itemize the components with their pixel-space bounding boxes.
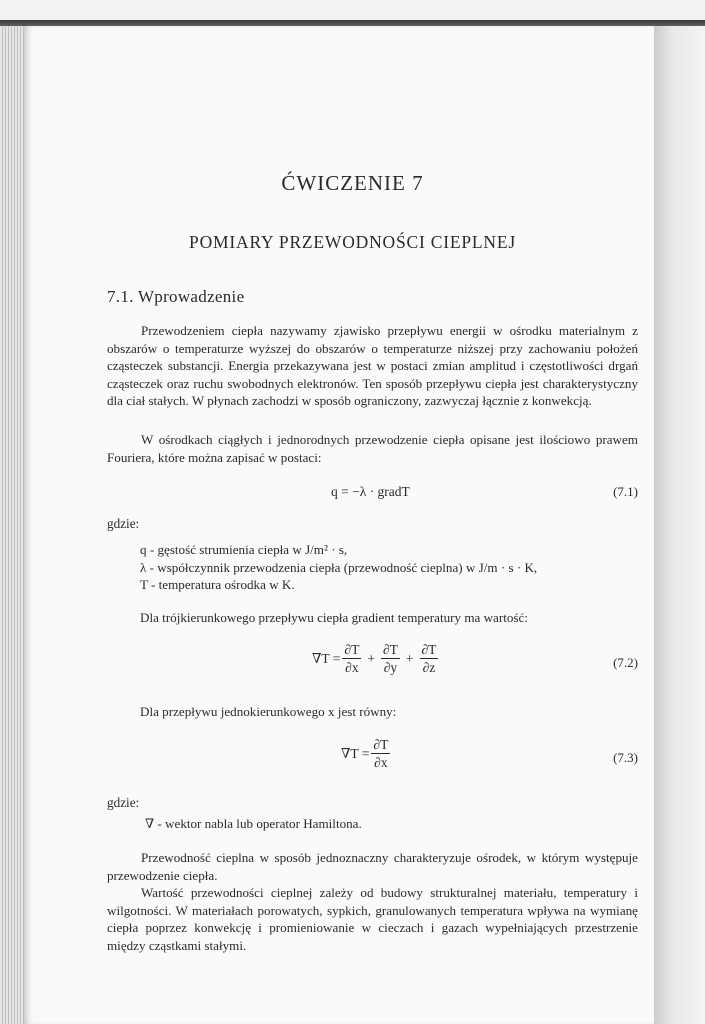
fraction-dT-dy: $\frac{\partial T}{\partial y}$ (382, 642, 398, 675)
equation-7-2-body (312, 642, 440, 675)
paragraph-gradient: Dla trójkierunkowego przepływu ciepła gradient temperatury ma wartość: (140, 610, 528, 625)
paragraph-fourier (107, 431, 638, 466)
equation-7-1 (107, 484, 638, 504)
paragraph-intro (107, 322, 638, 410)
paragraph-conductivity-text: Przewodność cieplna w sposób jednoznaczny charakteryzuje ośrodek, w którym występuje przewodzenie ciepła. (107, 850, 638, 883)
equation-7-3 (107, 737, 638, 781)
plus-sign: + (405, 650, 414, 666)
section-heading: 7.1. Wprowadzenie (107, 287, 245, 306)
chapter-title: POMIARY PRZEWODNOŚCI CIEPLNEJ (189, 232, 516, 252)
paragraph-unidirectional: Dla przepływu jednokierunkowego x jest równy: (140, 704, 397, 719)
definition-q: q - gęstość strumienia ciepła w J/m² · s, (140, 542, 348, 557)
definition-t: T - temperatura ośrodka w K. (140, 577, 295, 592)
equation-7-3-number: (7.3) (613, 750, 638, 765)
paragraph-fourier-text: W ośrodkach ciągłych i jednorodnych przewodzenie ciepła opisane jest ilościowo prawem Fouriera, które można zapisać w postaci: (107, 432, 638, 465)
fraction-dT-dx: $\frac{\partial T}{\partial x}$ (344, 642, 360, 675)
equation-7-2-lhs: ∇T = (312, 650, 341, 666)
fraction-dT-dz: $\frac{\partial T}{\partial z}$ (421, 642, 437, 675)
gdzie-label-2: gdzie: (107, 795, 140, 810)
equation-7-2 (107, 642, 638, 686)
definitions-list (140, 541, 537, 594)
chapter-heading: ĆWICZENIE 7 (281, 171, 424, 195)
paragraph-conductivity (107, 849, 638, 884)
paragraph-factors (107, 884, 638, 954)
equation-7-1-body: q = −λ · gradT (331, 484, 410, 499)
paragraph-factors-text: Wartość przewodności cieplnej zależy od budowy strukturalnej materiału, temperatury i wilgotności. W materiałach porowatych, sypkich, granulowanych temperatura wpływa na wymianę ciepła poprzez konwekcję i promieniowanie w cieczach i gazach wypełniających przestrzenie między cząstkami stałymi. (107, 885, 638, 953)
equation-7-2-number: (7.2) (613, 655, 638, 670)
equation-7-3-lhs: ∇T = (341, 745, 370, 761)
equation-7-1-number: (7.1) (613, 484, 638, 499)
equation-7-3-body (341, 737, 392, 770)
definition-lambda: λ - współczynnik przewodzenia ciepła (przewodność cieplna) w J/m · s · K, (140, 559, 538, 575)
paragraph-intro-text: Przewodzeniem ciepła nazywamy zjawisko przepływu energii w ośrodku materialnym z obszarów o temperaturze wyższej do obszarów o temperaturze niższej przy zachowaniu położeń cząsteczek substancji. Energia przekazywana jest w postaci zmian amplitud i częstotliwości drgań cząsteczek oraz ruchu swobodnych elektronów. Ten sposób przepływu ciepła jest charakterystyczny dla ciał stałych. W płynach zachodzi w sposób ograniczony, zazwyczaj łącznie z konwekcją. (107, 323, 638, 408)
gdzie-label-1: gdzie: (107, 516, 140, 531)
fraction-dT-dx: $\frac{\partial T}{\partial x}$ (373, 737, 389, 770)
plus-sign: + (367, 650, 375, 666)
definition-nabla: ∇ - wektor nabla lub operator Hamiltona. (145, 816, 362, 831)
